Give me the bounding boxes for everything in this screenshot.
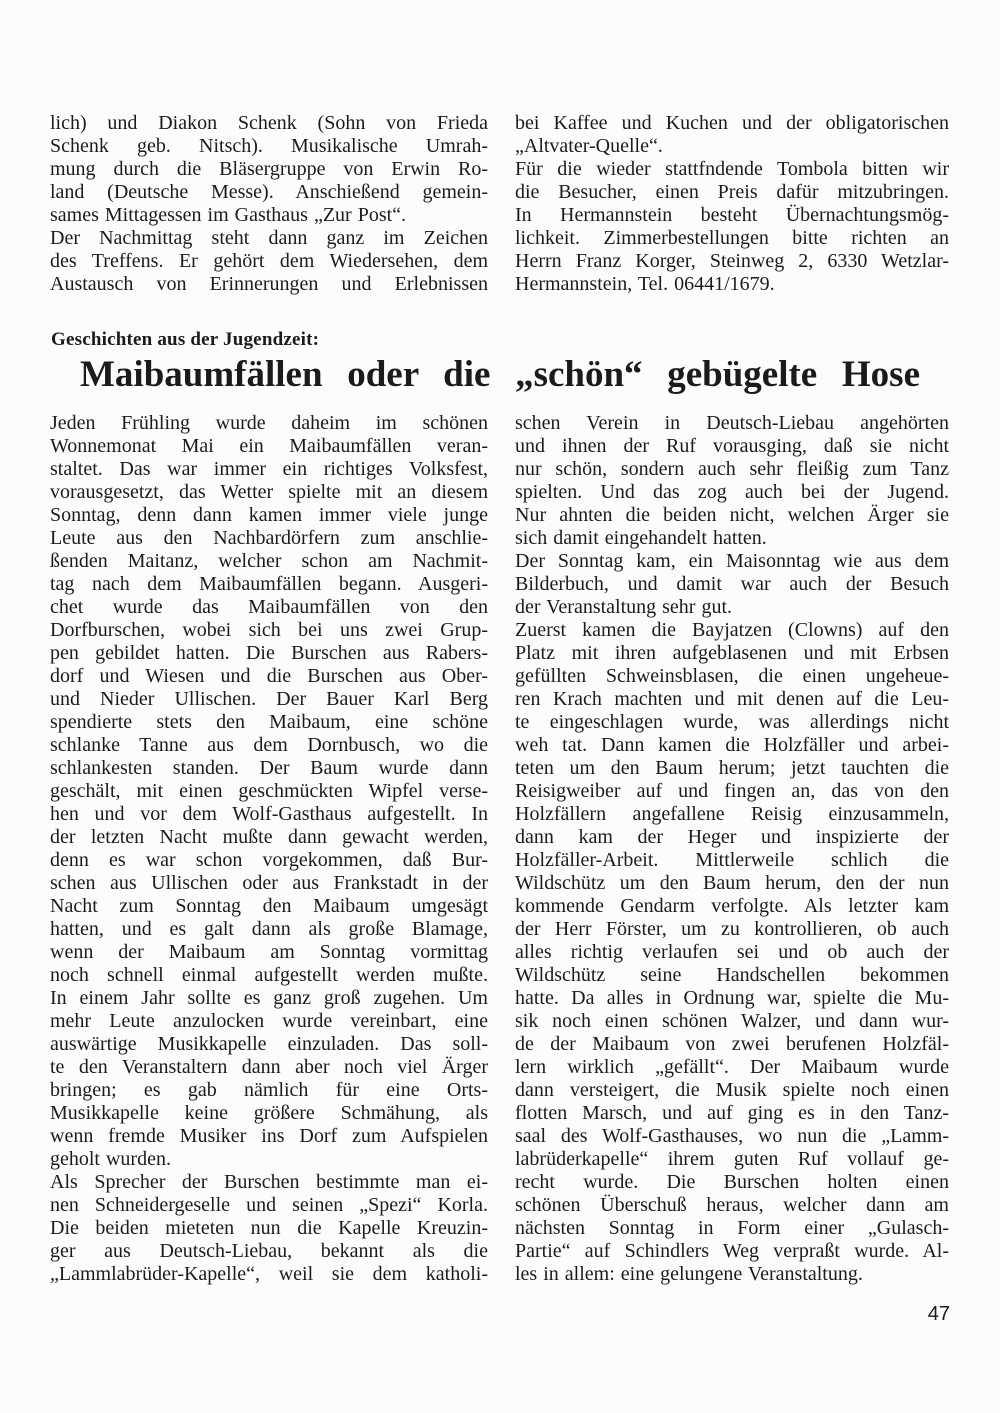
text-line: Herrn Franz Korger, Steinweg 2, 6330 Wetzlar-	[515, 250, 949, 272]
text-line: lichkeit. Zimmerbestellungen bitte richten an	[515, 227, 949, 249]
text-line: schen Verein in Deutsch-Liebau angehörten	[515, 412, 949, 434]
text-line: mung durch die Bläsergruppe von Erwin Ro-	[50, 158, 488, 180]
text-line: Holzfäller-Arbeit. Mittlerweile schlich die	[515, 849, 949, 871]
text-line: und ihnen der Ruf vorausging, daß sie nicht	[515, 435, 949, 457]
text-line: Jeden Frühling wurde daheim im schönen	[50, 412, 488, 434]
text-line: bringen; es gab nämlich für eine Orts-	[50, 1079, 488, 1101]
text-line: land (Deutsche Messe). Anschießend gemein-	[50, 181, 488, 203]
text-line: sames Mittagessen im Gasthaus „Zur Post“.	[50, 204, 407, 226]
text-line: spendierte stets den Maibaum, eine schöne	[50, 711, 488, 733]
text-line: lich) und Diakon Schenk (Sohn von Frieda	[50, 112, 488, 134]
text-line: dann kam der Heger und inspizierte der	[515, 826, 949, 848]
continuation-left-column	[50, 112, 488, 296]
text-line: der Veranstaltung sehr gut.	[515, 596, 733, 618]
text-line: Sonntag, denn dann kamen immer viele junge	[50, 504, 488, 526]
text-line: nen Schneidergeselle und seinen „Spezi“ Korla.	[50, 1194, 488, 1216]
text-line: Reisigweiber auf und fingen an, das von den	[515, 780, 949, 802]
text-line: Musikkapelle keine größere Schmähung, als	[50, 1102, 488, 1124]
text-line: ren Krach machten und mit denen auf die Leu-	[515, 688, 949, 710]
text-line: Dorfburschen, wobei sich bei uns zwei Grup-	[50, 619, 488, 641]
text-line: te eingeschlagen wurde, was allerdings nicht	[515, 711, 949, 733]
text-line: „Altvater-Quelle“.	[515, 135, 663, 157]
page-number: 47	[927, 1303, 950, 1325]
text-line: Wonnemonat Mai ein Maibaumfällen veran-	[50, 435, 488, 457]
text-line: staltet. Das war immer ein richtiges Volksfest,	[50, 458, 488, 480]
text-line: tag nach dem Maibaumfällen begann. Ausgeri-	[50, 573, 488, 595]
text-line: chet wurde das Maibaumfällen von den	[50, 596, 488, 618]
text-line: weh tat. Dann kamen die Holzfäller und arbei-	[515, 734, 949, 756]
text-line: ßenden Maitanz, welcher schon am Nachmit-	[50, 550, 488, 572]
text-line: des Treffens. Er gehört dem Wiedersehen, dem	[50, 250, 488, 272]
text-line: schlanke Tanne aus dem Dornbusch, wo die	[50, 734, 488, 756]
text-line: alles richtig verlaufen sei und ob auch der	[515, 941, 949, 963]
text-line: In Hermannstein besteht Übernachtungsmög-	[515, 204, 949, 226]
text-line: recht wurde. Die Burschen holten einen	[515, 1171, 949, 1193]
text-line: nur schön, sondern auch sehr fleißig zum Tanz	[515, 458, 949, 480]
text-line: Hermannstein, Tel. 06441/1679.	[515, 273, 775, 295]
text-line: Nacht zum Sonntag den Maibaum umgesägt	[50, 895, 488, 917]
text-line: lern wirklich „gefällt“. Der Maibaum wurde	[515, 1056, 949, 1078]
text-line: In einem Jahr sollte es ganz groß zugehen. Um	[50, 987, 488, 1009]
text-line: noch schnell einmal aufgestellt werden mußte.	[50, 964, 488, 986]
text-line: schlankesten standen. Der Baum wurde dann	[50, 757, 488, 779]
text-line: geholt wurden.	[50, 1148, 171, 1170]
text-line: geschält, mit einen geschmückten Wipfel verse-	[50, 780, 488, 802]
article-left-column	[50, 412, 488, 1286]
text-line: ger aus Deutsch-Liebau, bekannt als die	[50, 1240, 488, 1262]
text-line: der letzten Nacht mußte dann gewacht werden,	[50, 826, 488, 848]
text-line: Als Sprecher der Burschen bestimmte man ei-	[50, 1171, 488, 1193]
text-line: flotten Marsch, und auf ging es in den Tanz-	[515, 1102, 949, 1124]
text-line: die Besucher, einen Preis dafür mitzubringen.	[515, 181, 949, 203]
text-line: sik noch einen schönen Walzer, und dann wur-	[515, 1010, 949, 1032]
text-line: sich damit eingehandelt hatten.	[515, 527, 767, 549]
text-line: bei Kaffee und Kuchen und der obligatorischen	[515, 112, 949, 134]
text-line: schen aus Ullischen oder aus Frankstadt in der	[50, 872, 488, 894]
text-line: Platz mit ihren aufgeblasenen und mit Erbsen	[515, 642, 949, 664]
text-line: teten um den Baum herum; jetzt tauchten die	[515, 757, 949, 779]
text-line: wenn der Maibaum am Sonntag vormittag	[50, 941, 488, 963]
article-right-column	[515, 412, 949, 1286]
text-line: schönen Überschuß heraus, welcher dann am	[515, 1194, 949, 1216]
text-line: kommende Gendarm verfolgte. Als letzter kam	[515, 895, 949, 917]
text-line: Wildschütz um den Baum herum, den der nun	[515, 872, 949, 894]
text-line: Partie“ auf Schindlers Weg verpraßt wurde. Al-	[515, 1240, 949, 1262]
text-line: Zuerst kamen die Bayjatzen (Clowns) auf den	[515, 619, 949, 641]
article-title: Maibaumfällen oder die „schön“ gebügelte Hose	[80, 354, 920, 395]
text-line: Die beiden mieteten nun die Kapelle Kreuzin-	[50, 1217, 488, 1239]
text-line: Bilderbuch, und damit war auch der Besuch	[515, 573, 949, 595]
text-line: les in allem: eine gelungene Veranstaltung.	[515, 1263, 863, 1285]
text-line: hatte. Da alles in Ordnung war, spielte die Mu-	[515, 987, 949, 1009]
text-line: Wildschütz seine Handschellen bekommen	[515, 964, 949, 986]
text-line: „Lammlabrüder-Kapelle“, weil sie dem katholi-	[50, 1263, 488, 1285]
text-line: hen und vor dem Wolf-Gasthaus aufgestellt. In	[50, 803, 488, 825]
text-line: wenn fremde Musiker ins Dorf zum Aufspielen	[50, 1125, 488, 1147]
text-line: Schenk geb. Nitsch). Musikalische Umrah-	[50, 135, 488, 157]
section-kicker: Geschichten aus der Jugendzeit:	[51, 329, 320, 350]
text-line: nächsten Sonntag in Form einer „Gulasch-	[515, 1217, 949, 1239]
text-line: Nur ahnten die beiden nicht, welchen Ärger sie	[515, 504, 949, 526]
text-line: denn es war schon vorgekommen, daß Bur-	[50, 849, 488, 871]
text-line: mehr Leute anzulocken wurde vereinbart, eine	[50, 1010, 488, 1032]
text-line: der Herr Förster, um zu kontrollieren, ob auch	[515, 918, 949, 940]
text-line: Der Nachmittag steht dann ganz im Zeichen	[50, 227, 488, 249]
text-line: Leute aus den Nachbardörfern zum anschlie-	[50, 527, 488, 549]
text-line: vorausgesetzt, das Wetter spielte mit an diesem	[50, 481, 488, 503]
text-line: spielten. Und das zog auch bei der Jugend.	[515, 481, 949, 503]
text-line: labrüderkapelle“ ihrem guten Ruf vollauf ge-	[515, 1148, 949, 1170]
text-line: Für die wieder stattfndende Tombola bitten wir	[515, 158, 949, 180]
text-line: te den Veranstaltern dann aber noch viel Ärger	[50, 1056, 488, 1078]
text-line: Der Sonntag kam, ein Maisonntag wie aus dem	[515, 550, 949, 572]
text-line: dorf und Wiesen und die Burschen aus Ober-	[50, 665, 488, 687]
continuation-right-column	[515, 112, 949, 296]
text-line: und Nieder Ullischen. Der Bauer Karl Berg	[50, 688, 488, 710]
text-line: de der Maibaum von zwei berufenen Holzfäl-	[515, 1033, 949, 1055]
text-line: saal des Wolf-Gasthauses, wo nun die „Lamm-	[515, 1125, 949, 1147]
text-line: pen gebildet hatten. Die Burschen aus Rabers-	[50, 642, 488, 664]
text-line: Holzfällern angefallene Reisig einzusammeln,	[515, 803, 949, 825]
text-line: dann versteigert, die Musik spielte noch einen	[515, 1079, 949, 1101]
text-line: auswärtige Musikkapelle einzuladen. Das soll-	[50, 1033, 488, 1055]
text-line: Austausch von Erinnerungen und Erlebnissen	[50, 273, 488, 295]
text-line: hatten, und es galt dann als große Blamage,	[50, 918, 488, 940]
text-line: gefüllten Schweinsblasen, die einen ungeheue-	[515, 665, 949, 687]
